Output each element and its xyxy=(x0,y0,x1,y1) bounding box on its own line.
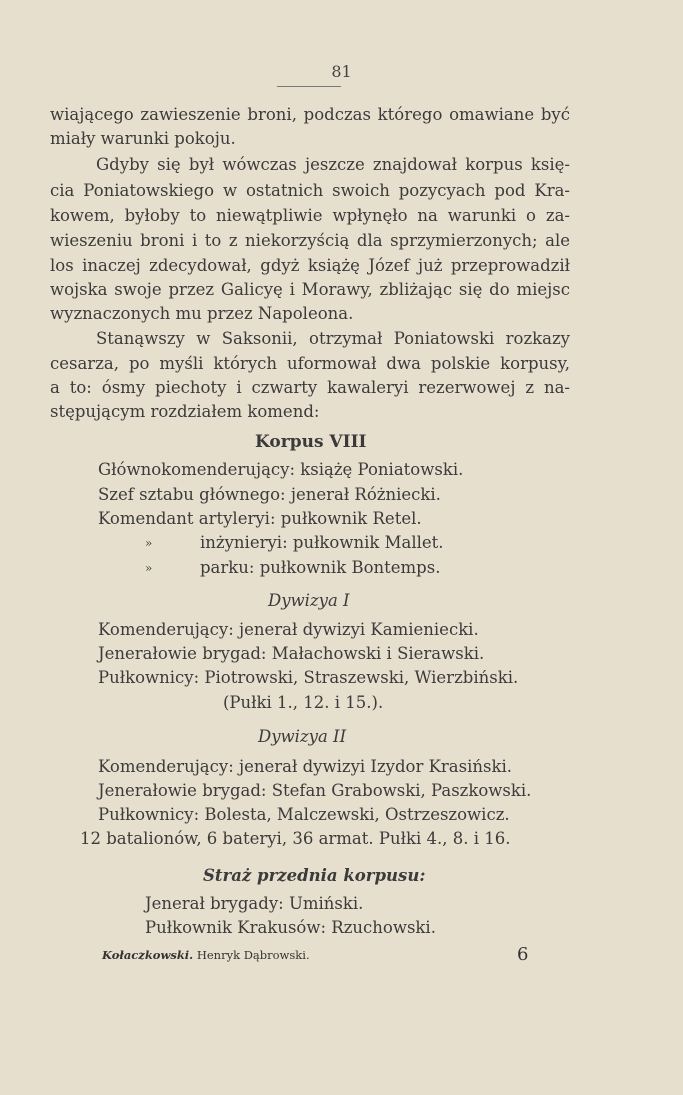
footer-signature xyxy=(102,948,310,962)
text-line: parku: pułkownik Bontemps. xyxy=(200,558,441,577)
text-line: wyznaczonych mu przez Napoleona. xyxy=(50,304,354,323)
ditto-mark: » xyxy=(145,561,153,575)
text-line: wiającego zawieszenie broni, podczas którego omawiane być xyxy=(50,105,570,124)
text-line: wojska swoje przez Galicyę i Morawy, zbliżając się do miejsc xyxy=(50,280,570,299)
header-rule xyxy=(277,86,341,87)
text-line: Gdyby się był wówczas jeszcze znajdował korpus księ- xyxy=(96,155,570,174)
sheet-number: 6 xyxy=(517,944,529,965)
text-line: stępującym rozdziałem komend: xyxy=(50,402,320,421)
text-line: a to: ósmy piechoty i czwarty kawaleryi rezerwowej z na- xyxy=(50,378,570,397)
text-line: miały warunki pokoju. xyxy=(50,129,236,148)
section-heading: Dywizya II xyxy=(258,727,347,746)
text-line: Pułkownik Krakusów: Rzuchowski. xyxy=(145,918,436,937)
text-line: Komenderujący: jenerał dywizyi Kamieniecki. xyxy=(98,620,479,639)
text-line: Komenderujący: jenerał dywizyi Izydor Krasiński. xyxy=(98,757,512,776)
text-line: Pułkownicy: Bolesta, Malczewski, Ostrzeszowicz. xyxy=(98,805,510,824)
text-line: cesarza, po myśli których uformował dwa polskie korpusy, xyxy=(50,354,570,373)
footer-author: Kołaczkowski. xyxy=(102,948,194,962)
text-line: 12 batalionów, 6 bateryi, 36 armat. Pułki 4., 8. i 16. xyxy=(80,829,511,848)
section-heading: Dywizya I xyxy=(268,591,350,610)
text-line: cia Poniatowskiego w ostatnich swoich pozycyach pod Kra- xyxy=(50,181,570,200)
ditto-mark: » xyxy=(145,536,153,550)
text-line: los inaczej zdecydował, gdyż książę Józef już przeprowadził xyxy=(50,256,570,275)
text-line: Głównokomenderujący: książę Poniatowski. xyxy=(98,460,464,479)
text-line: Jenerałowie brygad: Małachowski i Sierawski. xyxy=(98,644,485,663)
text-line: Jenerałowie brygad: Stefan Grabowski, Paszkowski. xyxy=(98,781,532,800)
section-heading: Straż przednia korpusu: xyxy=(203,866,426,885)
text-line: Szef sztabu głównego: jenerał Różniecki. xyxy=(98,485,441,504)
text-line: Stanąwszy w Saksonii, otrzymał Poniatowski rozkazy xyxy=(96,329,570,348)
section-heading: Korpus VIII xyxy=(255,432,367,452)
footer-title: Henryk Dąbrowski. xyxy=(196,948,310,962)
text-line: Komendant artyleryi: pułkownik Retel. xyxy=(98,509,422,528)
page-number: 81 xyxy=(331,62,352,81)
text-line: Pułkownicy: Piotrowski, Straszewski, Wierzbiński. xyxy=(98,668,519,687)
text-line: inżynieryi: pułkownik Mallet. xyxy=(200,533,444,552)
text-line: wieszeniu broni i to z niekorzyścią dla sprzymierzonych; ale xyxy=(50,231,570,250)
text-line: kowem, byłoby to niewątpliwie wpłynęło na warunki o za- xyxy=(50,206,570,225)
text-line: (Pułki 1., 12. i 15.). xyxy=(223,693,384,712)
text-line: Jenerał brygady: Umiński. xyxy=(145,894,364,913)
